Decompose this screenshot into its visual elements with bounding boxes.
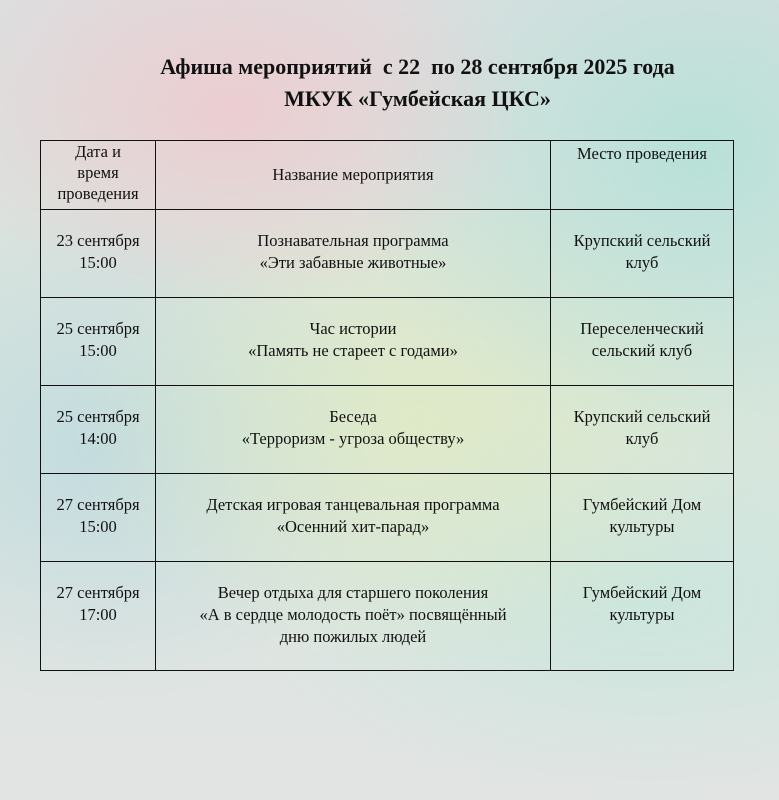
event-cell <box>156 386 551 474</box>
cell-text-line: 15:00 <box>79 341 117 360</box>
cell-text-line: культуры <box>609 517 675 536</box>
cell-text-line: Вечер отдыха для старшего поколения <box>217 583 489 602</box>
cell-text-line: 27 сентября <box>56 583 140 602</box>
organization-title: МКУК «Гумбейская ЦКС» <box>284 86 551 111</box>
cell-text-line: 25 сентября <box>56 407 140 426</box>
cell-text-line: проведения <box>57 184 139 203</box>
cell-text-line: 17:00 <box>79 605 117 624</box>
cell-text-line: дню пожилых людей <box>279 627 427 646</box>
cell-text-line: Гумбейский Дом <box>582 495 702 514</box>
cell-text-line: Познавательная программа <box>257 231 449 250</box>
cell-text-line: Переселенческий <box>580 319 704 338</box>
cell-text-line: Детская игровая танцевальная программа <box>206 495 500 514</box>
cell-text-line: 23 сентября <box>56 231 140 250</box>
table-header-row <box>41 141 734 210</box>
cell-text-line: Дата и <box>75 142 121 161</box>
event-cell <box>156 474 551 562</box>
cell-text-line: «Осенний хит-парад» <box>276 517 430 536</box>
cell-text-line: «Эти забавные животные» <box>259 253 447 272</box>
place-cell <box>551 562 734 671</box>
cell-text-line: Беседа <box>329 407 377 426</box>
cell-text-line: Название мероприятия <box>272 165 434 184</box>
cell-text-line: клуб <box>625 253 659 272</box>
cell-text-line: Час истории <box>309 319 397 338</box>
cell-text-line: сельский клуб <box>591 341 693 360</box>
table-row <box>41 298 734 386</box>
table-row <box>41 562 734 671</box>
date-cell <box>41 298 156 386</box>
cell-text-line: Место проведения <box>577 144 707 163</box>
table-row <box>41 386 734 474</box>
cell-text-line: 25 сентября <box>56 319 140 338</box>
cell-text-line: Гумбейский Дом <box>582 583 702 602</box>
page-title: Афиша мероприятий с 22 по 28 сентября 2025 года <box>160 54 675 79</box>
cell-text-line: Крупский сельский <box>573 231 711 250</box>
cell-text-line: «Память не стареет с годами» <box>248 341 458 360</box>
table-row <box>41 474 734 562</box>
cell-text-line: время <box>77 163 119 182</box>
cell-text-line: «А в сердце молодость поёт» посвящённый <box>199 605 507 624</box>
place-cell <box>551 210 734 298</box>
cell-text-line: культуры <box>609 605 675 624</box>
place-cell <box>551 386 734 474</box>
date-cell <box>41 210 156 298</box>
event-cell <box>156 210 551 298</box>
cell-text-line: 15:00 <box>79 517 117 536</box>
cell-text-line: 15:00 <box>79 253 117 272</box>
cell-text-line: 27 сентября <box>56 495 140 514</box>
table-row <box>41 210 734 298</box>
date-cell <box>41 474 156 562</box>
place-cell <box>551 298 734 386</box>
cell-text-line: 14:00 <box>79 429 117 448</box>
header-place <box>551 141 734 210</box>
date-cell <box>41 386 156 474</box>
event-cell <box>156 298 551 386</box>
cell-text-line: «Терроризм - угроза обществу» <box>241 429 465 448</box>
cell-text-line: клуб <box>625 429 659 448</box>
header-date <box>41 141 156 210</box>
cell-text-line: Крупский сельский <box>573 407 711 426</box>
place-cell <box>551 474 734 562</box>
date-cell <box>41 562 156 671</box>
header-event <box>156 141 551 210</box>
events-table <box>40 140 734 671</box>
event-cell <box>156 562 551 671</box>
